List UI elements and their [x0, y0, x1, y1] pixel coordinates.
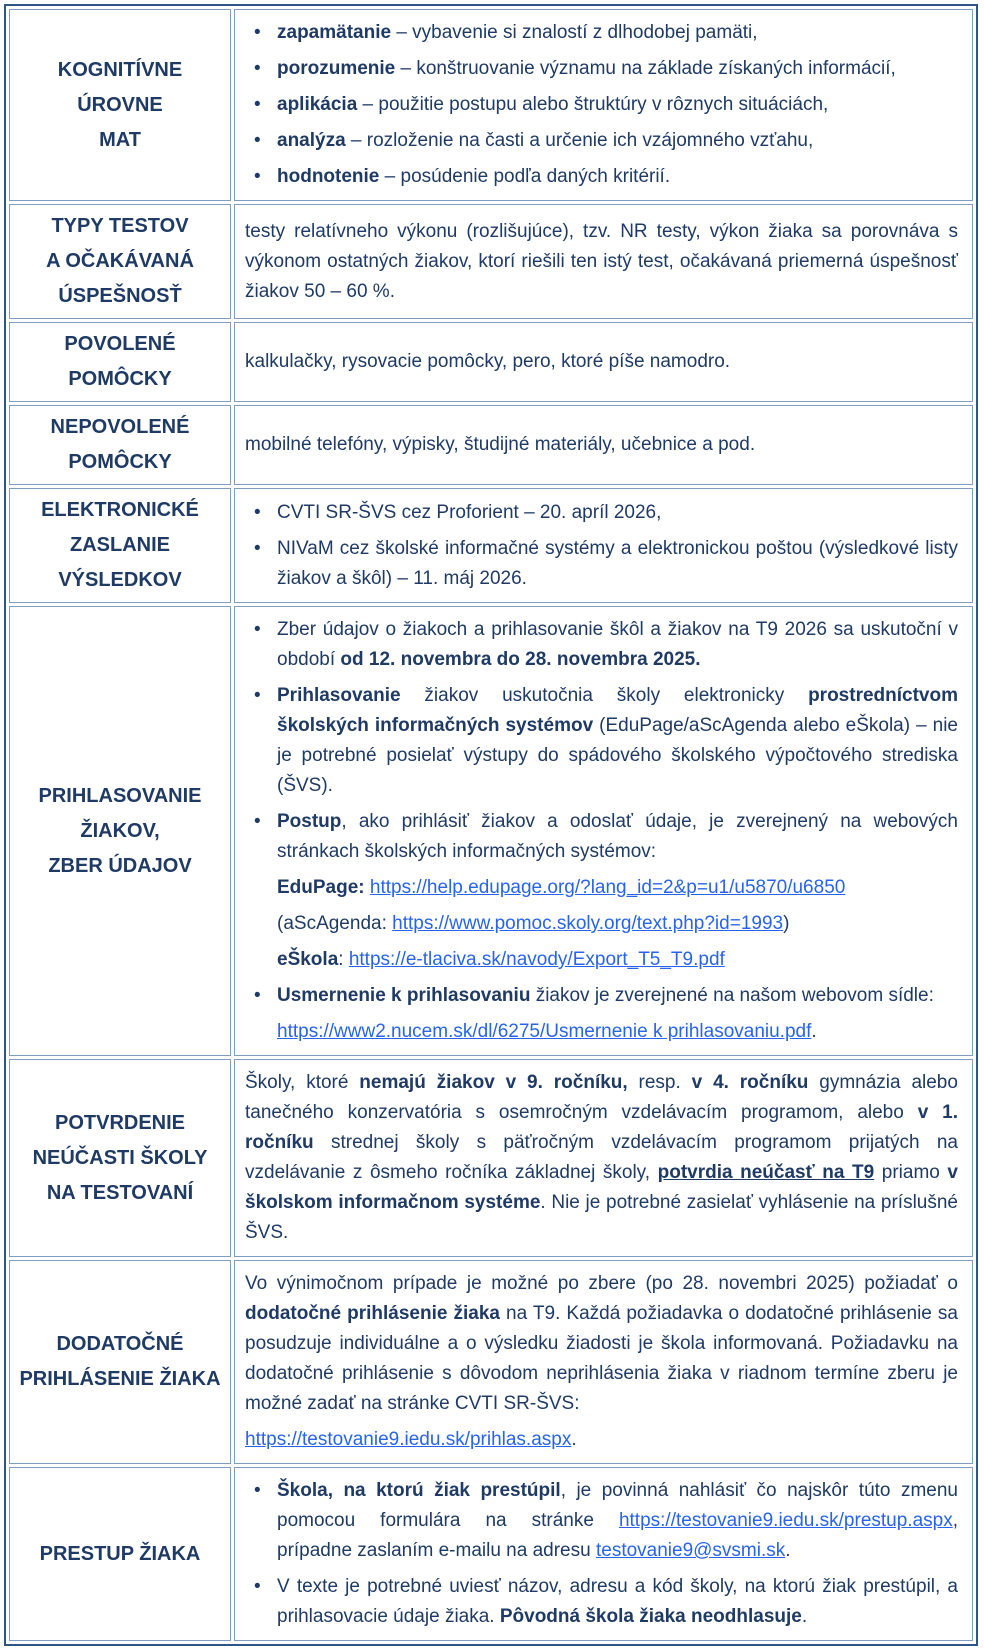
- text-line: [245, 1068, 958, 1248]
- info-table-body: [9, 9, 973, 1641]
- text-segment: prostredníctvom školských informačných systémov: [277, 685, 958, 736]
- text-segment: v školskom informačnom systéme: [245, 1162, 958, 1213]
- text-line: [245, 1017, 958, 1047]
- bullet-item: [245, 615, 958, 675]
- bullet-icon: •: [254, 22, 261, 43]
- bullet-icon: •: [254, 166, 261, 187]
- text-segment: Škola, na ktorú žiak prestúpil: [277, 1480, 561, 1501]
- row-header-line: MAT: [99, 128, 141, 151]
- bullet-icon: •: [254, 537, 261, 559]
- table-row-potvrdenie-neucasti-skoly: [9, 1059, 973, 1257]
- row-header-line: ELEKTRONICKÉ: [41, 499, 199, 521]
- text-segment: hodnotenie: [277, 166, 380, 187]
- row-header-line: TYPY TESTOV: [51, 215, 189, 237]
- table-row-prihlasovanie-ziakov-zber-udajov: [9, 606, 973, 1056]
- info-table: [4, 4, 978, 1646]
- text-segment: (aScAgenda:: [277, 913, 393, 934]
- text-segment: – vybavenie si znalostí z dlhodobej pamäti,: [391, 22, 758, 43]
- text-segment: testy relatívneho výkonu (rozlišujúce), tzv. NR testy, výkon žiaka sa porovnáva s výkonom ostatných žiakov, ktorí riešili ten istý test, očakávaná priemerná úspešnosť žiakov 50 – 60 %.: [245, 220, 958, 302]
- row-header-line: POTVRDENIE: [54, 1111, 186, 1134]
- text-segment: na T9. Každá požiadavka o dodatočné prihlásenie sa posudzuje individuálne a o výsledku žiadosti je škola informovaná. Požiadavku na dodatočné prihlásenie s dôvodom neprihlásenia žiaka v riadnom termíne zberu je možné zadať na stránke CVTI SR-ŠVS:: [245, 1303, 958, 1414]
- row-header-kognitivne-urovne-mat: [9, 9, 231, 201]
- text-segment: strednej školy s päťročným vzdelávacím programom prijatých na vzdelávanie z ôsmeho ročníka základnej školy,: [245, 1132, 958, 1183]
- row-header-typy-testov: [9, 204, 231, 319]
- text-line: [245, 873, 958, 903]
- table-row-povolene-pomocky: [9, 322, 973, 402]
- text-line: [245, 430, 958, 460]
- text-segment: porozumenie: [277, 58, 396, 79]
- row-content-typy-testov: [234, 204, 973, 319]
- table-row-nepovolene-pomocky: [9, 405, 973, 485]
- bullet-icon: •: [254, 130, 261, 151]
- text-segment: mobilné telefóny, výpisky, študijné materiály, učebnice a pod.: [245, 434, 756, 455]
- bullet-item: [245, 126, 958, 156]
- text-segment: , je povinná nahlásiť čo najskôr túto zmenu pomocou formulára na stránke: [277, 1480, 958, 1531]
- text-segment: .: [785, 1540, 791, 1561]
- bullet-item: [245, 1476, 958, 1566]
- text-segment: dodatočné prihlásenie žiaka: [245, 1303, 500, 1324]
- text-segment: kalkulačky, rysovacie pomôcky, pero, ktoré píše namodro.: [245, 351, 731, 372]
- text-segment: NIVaM cez školské informačné systémy a elektronickou poštou (výsledkové listy žiakov a škôl) – 11. máj 2026.: [277, 537, 958, 589]
- text-segment: EduPage:: [277, 877, 370, 898]
- row-header-line: ÚSPEŠNOSŤ: [58, 285, 182, 307]
- table-row-elektronicke-zaslanie-vysledkov: [9, 488, 973, 603]
- text-line: [245, 1425, 958, 1455]
- text-segment: , prípadne zaslaním e-mailu na adresu: [277, 1510, 958, 1561]
- hyperlink[interactable]: https://help.edupage.org/?lang_id=2&p=u1/u5870/u6850: [369, 877, 846, 898]
- text-segment: Vo výnimočnom prípade je možné po zbere (po 28. novembri 2025) požiadať o: [245, 1273, 958, 1294]
- row-header-line: NEÚČASTI ŠKOLY: [32, 1146, 208, 1169]
- text-segment: nemajú žiakov v 9. ročníku,: [359, 1072, 628, 1093]
- text-line: [245, 347, 958, 377]
- text-segment: Školy, ktoré: [245, 1072, 360, 1093]
- text-segment: .: [811, 1021, 817, 1042]
- text-segment: :: [338, 949, 349, 970]
- text-line: [245, 1269, 958, 1419]
- bullet-item: [245, 534, 958, 594]
- bullet-item: [245, 90, 958, 120]
- text-line: [245, 945, 958, 975]
- row-header-line: ŽIAKOV,: [80, 819, 160, 842]
- text-segment: Zber údajov o žiakoch a prihlasovanie škôl a žiakov na T9 2026 sa uskutoční v období: [277, 619, 958, 670]
- text-segment: žiakov je zverejnené na našom webovom sídle:: [530, 985, 934, 1006]
- row-header-line: ZBER ÚDAJOV: [48, 854, 192, 877]
- row-header-line: ÚROVNE: [77, 93, 163, 116]
- row-content-prihlasovanie-ziakov-zber-udajov: [234, 606, 973, 1056]
- bullet-icon: •: [254, 619, 261, 640]
- text-segment: V texte je potrebné uviesť názov, adresu a kód školy, na ktorú žiak prestúpil, a prihlasovacie údaje žiaka.: [277, 1576, 958, 1627]
- row-content-elektronicke-zaslanie-vysledkov: [234, 488, 973, 603]
- text-line: [245, 217, 958, 307]
- text-segment: v 1. ročníku: [245, 1102, 958, 1153]
- text-segment: – použitie postupu alebo štruktúry v rôznych situáciách,: [357, 94, 829, 115]
- table-row-kognitivne-urovne-mat: [9, 9, 973, 201]
- row-header-line: POVOLENÉ: [64, 333, 176, 355]
- row-header-elektronicke-zaslanie-vysledkov: [9, 488, 231, 603]
- row-content-nepovolene-pomocky: [234, 405, 973, 485]
- bullet-icon: •: [254, 1576, 261, 1597]
- text-segment: analýza: [277, 130, 346, 151]
- text-segment: v 4. ročníku: [691, 1072, 809, 1093]
- row-header-line: DODATOČNÉ: [56, 1333, 184, 1355]
- row-content-dodatocne-prihlasenie-ziaka: [234, 1260, 973, 1464]
- bullet-item: [245, 18, 958, 48]
- row-header-line: PRIHLÁSENIE ŽIAKA: [19, 1368, 221, 1390]
- row-content-prestup-ziaka: [234, 1467, 973, 1641]
- bullet-item: [245, 681, 958, 801]
- hyperlink[interactable]: testovanie9@svsmi.sk: [595, 1540, 786, 1561]
- row-header-povolene-pomocky: [9, 322, 231, 402]
- bullet-icon: •: [254, 811, 261, 832]
- text-segment: Prihlasovanie: [277, 685, 401, 706]
- text-segment: – konštruovanie významu na základe získaných informácií,: [395, 58, 896, 79]
- hyperlink[interactable]: https://www.pomoc.skoly.org/text.php?id=1993: [392, 913, 784, 934]
- bullet-item: [245, 807, 958, 867]
- row-header-line: A OČAKÁVANÁ: [46, 250, 194, 272]
- bullet-icon: •: [254, 985, 261, 1006]
- text-segment: Postup: [277, 811, 342, 832]
- row-header-nepovolene-pomocky: [9, 405, 231, 485]
- text-segment: aplikácia: [277, 94, 358, 115]
- row-header-potvrdenie-neucasti-skoly: [9, 1059, 231, 1257]
- text-segment: potvrdia neúčasť na T9: [657, 1162, 875, 1183]
- row-content-povolene-pomocky: [234, 322, 973, 402]
- bullet-icon: •: [254, 58, 261, 79]
- text-segment: ): [783, 913, 790, 934]
- text-segment: . Nie je potrebné zasielať vyhlásenie na príslušné ŠVS.: [245, 1192, 958, 1243]
- bullet-item: [245, 498, 958, 528]
- table-row-prestup-ziaka: [9, 1467, 973, 1641]
- table-row-typy-testov: [9, 204, 973, 319]
- bullet-icon: •: [254, 685, 261, 706]
- bullet-icon: •: [254, 1480, 261, 1501]
- row-header-prihlasovanie-ziakov-zber-udajov: [9, 606, 231, 1056]
- text-segment: priamo: [874, 1162, 948, 1183]
- text-segment: , ako prihlásiť žiakov a odoslať údaje, je zverejnený na webových stránkach školských informačných systémov:: [277, 811, 958, 862]
- table-row-dodatocne-prihlasenie-ziaka: [9, 1260, 973, 1464]
- row-header-line: POMÔCKY: [68, 451, 172, 473]
- row-header-line: NEPOVOLENÉ: [50, 416, 190, 438]
- text-segment: .: [801, 1606, 808, 1627]
- text-segment: Usmernenie k prihlasovaniu: [277, 985, 531, 1006]
- row-content-potvrdenie-neucasti-skoly: [234, 1059, 973, 1257]
- bullet-item: [245, 54, 958, 84]
- text-segment: (EduPage/aScAgenda alebo eŠkola) – nie je potrebné posielať výstupy do spádového školského výpočtového strediska (ŠVS).: [277, 715, 958, 796]
- text-segment: CVTI SR-ŠVS cez Proforient – 20. apríl 2026,: [277, 501, 662, 523]
- text-segment: gymnázia alebo tanečného konzervatória s osemročným vzdelávacím programom, alebo: [245, 1072, 958, 1123]
- row-header-line: VÝSLEDKOV: [58, 569, 182, 591]
- bullet-item: [245, 162, 958, 192]
- row-header-line: KOGNITÍVNE: [57, 58, 183, 81]
- hyperlink[interactable]: https://testovanie9.iedu.sk/prihlas.aspx: [245, 1429, 572, 1450]
- row-header-line: NA TESTOVANÍ: [46, 1181, 194, 1204]
- row-header-line: POMÔCKY: [68, 368, 172, 390]
- text-segment: Pôvodná škola žiaka neodhlasuje: [499, 1606, 802, 1627]
- text-segment: .: [571, 1429, 577, 1450]
- hyperlink[interactable]: https://testovanie9.iedu.sk/prestup.aspx: [618, 1510, 953, 1531]
- hyperlink[interactable]: https://www2.nucem.sk/dl/6275/Usmernenie k prihlasovaniu.pdf: [277, 1021, 812, 1042]
- text-segment: – rozloženie na časti a určenie ich vzájomného vzťahu,: [345, 130, 814, 151]
- row-header-dodatocne-prihlasenie-ziaka: [9, 1260, 231, 1464]
- row-header-line: PRIHLASOVANIE: [38, 784, 202, 807]
- row-header-prestup-ziaka: [9, 1467, 231, 1641]
- text-segment: – posúdenie podľa daných kritérií.: [379, 166, 671, 187]
- text-segment: zapamätanie: [277, 22, 392, 43]
- text-segment: resp.: [627, 1072, 692, 1093]
- row-content-kognitivne-urovne-mat: [234, 9, 973, 201]
- bullet-icon: •: [254, 94, 261, 115]
- text-segment: od 12. novembra do 28. novembra 2025.: [340, 649, 701, 670]
- text-segment: žiakov uskutočnia školy elektronicky: [400, 685, 809, 706]
- bullet-icon: •: [254, 501, 261, 523]
- text-line: [245, 909, 958, 939]
- bullet-item: [245, 1572, 958, 1632]
- hyperlink[interactable]: https://e-tlaciva.sk/navody/Export_T5_T9.pdf: [348, 949, 725, 970]
- row-header-line: PRESTUP ŽIAKA: [39, 1542, 201, 1565]
- bullet-item: [245, 981, 958, 1011]
- row-header-line: ZASLANIE: [70, 534, 170, 556]
- text-segment: eŠkola: [277, 949, 339, 970]
